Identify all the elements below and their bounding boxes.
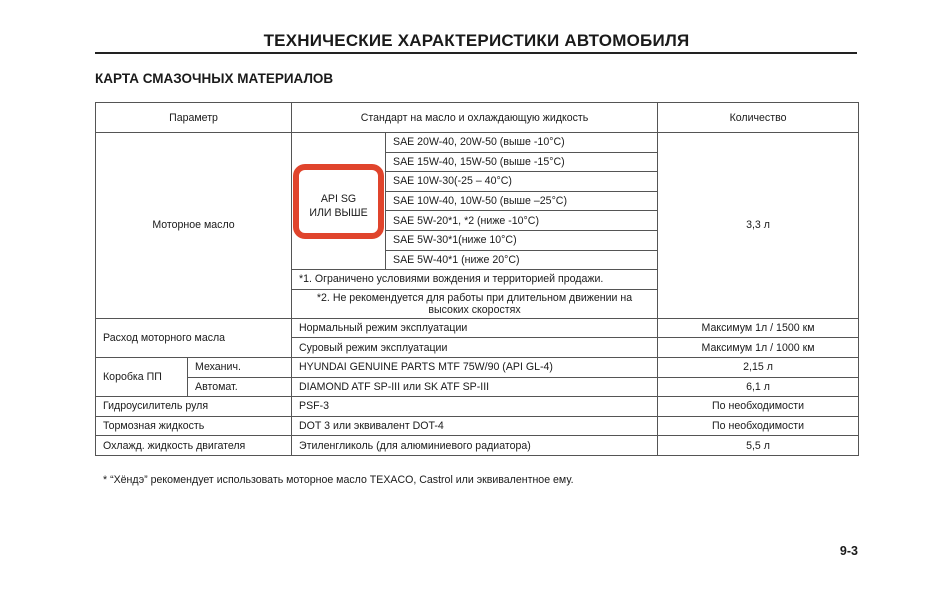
coolant-label: Охлажд. жидкость двигателя [96, 436, 292, 456]
api-grade-cell [292, 133, 386, 270]
footnote: * “Хёндэ” рекомендует использовать моторное масло TEXACO, Castrol или эквивалентное ему. [103, 474, 574, 486]
gearbox-manual-label: Механич. [188, 357, 292, 377]
gearbox-label: Коробка ПП [96, 357, 188, 396]
power-steering-spec: PSF-3 [292, 397, 658, 417]
oil-note-2: *2. Не рекомендуется для работы при длительном движении на высоких скоростях [292, 289, 658, 318]
power-steering-label: Гидроусилитель руля [96, 397, 292, 417]
table-row [96, 357, 859, 377]
oil-grade: SAE 10W-30(-25 – 40°C) [386, 172, 658, 192]
brake-fluid-spec: DOT 3 или эквивалент DOT-4 [292, 416, 658, 436]
oil-consumption-label: Расход моторного масла [96, 318, 292, 357]
oil-consumption-severe: Суровый режим эксплуатации [292, 338, 658, 358]
oil-grade: SAE 5W-40*1 (ниже 20°C) [386, 250, 658, 270]
gearbox-auto-qty: 6,1 л [658, 377, 859, 397]
coolant-qty: 5,5 л [658, 436, 859, 456]
table-header-row [96, 103, 859, 133]
power-steering-qty: По необходимости [658, 397, 859, 417]
engine-oil-quantity: 3,3 л [658, 133, 859, 319]
api-grade-line2: ИЛИ ВЫШЕ [309, 206, 368, 219]
oil-consumption-normal: Нормальный режим эксплуатации [292, 318, 658, 338]
section-heading: КАРТА СМАЗОЧНЫХ МАТЕРИАЛОВ [95, 71, 334, 86]
oil-grade: SAE 5W-20*1, *2 (ниже -10°C) [386, 211, 658, 231]
gearbox-manual-qty: 2,15 л [658, 357, 859, 377]
coolant-spec: Этиленгликоль (для алюминиевого радиатора) [292, 436, 658, 456]
table-row [96, 377, 859, 397]
table-row [96, 416, 859, 436]
api-grade-line1: API SG [320, 192, 357, 205]
page-number: 9-3 [839, 544, 858, 558]
oil-grade: SAE 10W-40, 10W-50 (выше –25°C) [386, 191, 658, 211]
gearbox-manual-spec: HYUNDAI GENUINE PARTS MTF 75W/90 (API GL-4) [292, 357, 658, 377]
gearbox-auto-spec: DIAMOND ATF SP-III или SK ATF SP-III [292, 377, 658, 397]
table-row [96, 397, 859, 417]
oil-grade: SAE 15W-40, 15W-50 (выше -15°C) [386, 152, 658, 172]
api-grade-highlight [293, 164, 384, 239]
lubricants-table [95, 102, 859, 456]
header-parameter: Параметр [96, 103, 292, 133]
oil-consumption-severe-qty: Максимум 1л / 1000 км [658, 338, 859, 358]
oil-grade: SAE 20W-40, 20W-50 (выше -10°C) [386, 133, 658, 153]
brake-fluid-label: Тормозная жидкость [96, 416, 292, 436]
header-standard: Стандарт на масло и охлаждающую жидкость [292, 103, 658, 133]
brake-fluid-qty: По необходимости [658, 416, 859, 436]
header-quantity: Количество [658, 103, 859, 133]
oil-consumption-normal-qty: Максимум 1л / 1500 км [658, 318, 859, 338]
engine-oil-label: Моторное масло [96, 133, 292, 319]
oil-grade: SAE 5W-30*1(ниже 10°C) [386, 230, 658, 250]
table-row [96, 436, 859, 456]
page-title: ТЕХНИЧЕСКИЕ ХАРАКТЕРИСТИКИ АВТОМОБИЛЯ [263, 31, 690, 50]
oil-note-1: *1. Ограничено условиями вождения и территорией продажи. [292, 270, 658, 290]
title-divider [95, 52, 857, 54]
table-row [96, 133, 859, 153]
table-row [96, 318, 859, 338]
gearbox-auto-label: Автомат. [188, 377, 292, 397]
